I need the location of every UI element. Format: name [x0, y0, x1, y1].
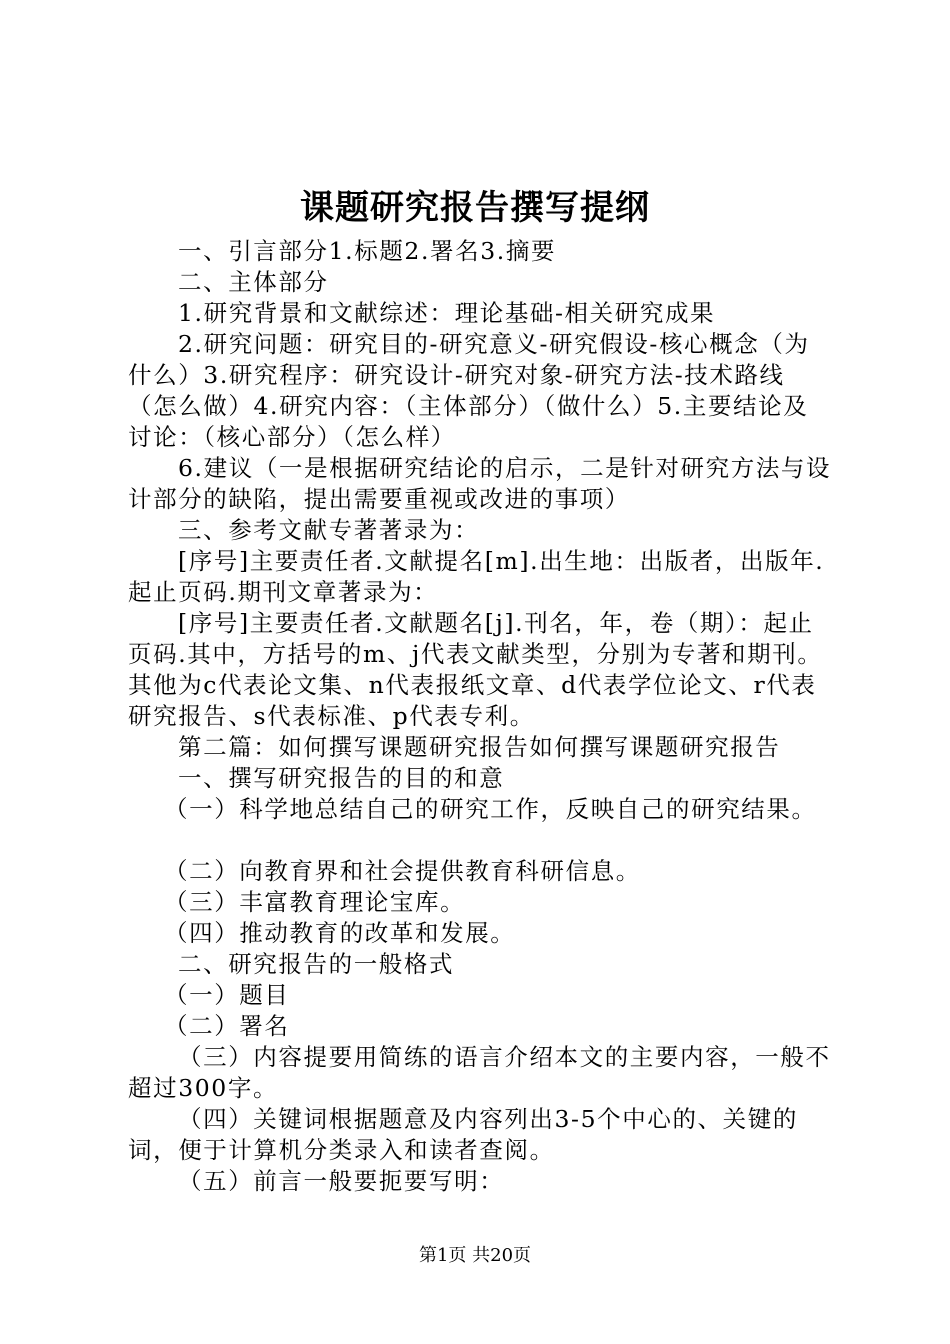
- paragraph: （三）丰富教育理论宝库。: [164, 888, 466, 916]
- paragraph: （五）前言一般要扼要写明：: [178, 1167, 505, 1195]
- paragraph: （四）关键词根据题意及内容列出3-5个中心的、关键的词，便于计算机分类录入和读者查阅。: [128, 1105, 798, 1164]
- paragraph: 一、撰写研究报告的目的和意: [178, 764, 505, 792]
- paragraph: （一）题目: [164, 981, 290, 1009]
- paragraph: [序号]主要责任者.文献题名[j].刊名，年，卷（期）：起止页码.其中，方括号的m、j代表文献类型，分别为专著和期刊。其他为c代表论文集、n代表报纸文章、d代表学位论文、r代表研究报告、s代表标准、p代表专利。: [128, 609, 823, 730]
- paragraph: 6.建议（一是根据研究结论的启示，二是针对研究方法与设计部分的缺陷，提出需要重视或改进的事项）: [128, 454, 832, 513]
- document-body: [128, 236, 832, 1197]
- paragraph: 第二篇：如何撰写课题研究报告如何撰写课题研究报告: [178, 733, 781, 761]
- paragraph: （二）署名: [164, 1012, 290, 1040]
- paragraph: （三）内容提要用简练的语言介绍本文的主要内容，一般不超过300字。: [128, 1043, 831, 1102]
- paragraph: （二）向教育界和社会提供教育科研信息。: [164, 857, 641, 885]
- paragraph: 二、主体部分: [178, 268, 329, 296]
- page-footer: 第1页 共20页: [418, 1245, 532, 1266]
- paragraph: 三、参考文献专著著录为：: [178, 516, 480, 544]
- paragraph-spacer: [128, 825, 832, 856]
- paragraph: [序号]主要责任者.文献提名[m].出生地：出版者，出版年.起止页码.期刊文章著录为：: [128, 547, 825, 606]
- paragraph: 2.研究问题：研究目的-研究意义-研究假设-核心概念（为什么）3.研究程序：研究设计-研究对象-研究方法-技术路线（怎么做）4.研究内容：（主体部分）（做什么）5.主要结论及讨论：（核心部分）（怎么样）: [128, 330, 810, 451]
- paragraph: （一）科学地总结自己的研究工作，反映自己的研究结果。: [164, 795, 817, 823]
- document-title: 课题研究报告撰写提纲: [300, 188, 650, 228]
- paragraph: 二、研究报告的一般格式: [178, 950, 455, 978]
- paragraph: （四）推动教育的改革和发展。: [164, 919, 516, 947]
- paragraph: 1.研究背景和文献综述：理论基础-相关研究成果: [178, 299, 716, 327]
- paragraph: 一、引言部分1.标题2.署名3.摘要: [178, 237, 557, 265]
